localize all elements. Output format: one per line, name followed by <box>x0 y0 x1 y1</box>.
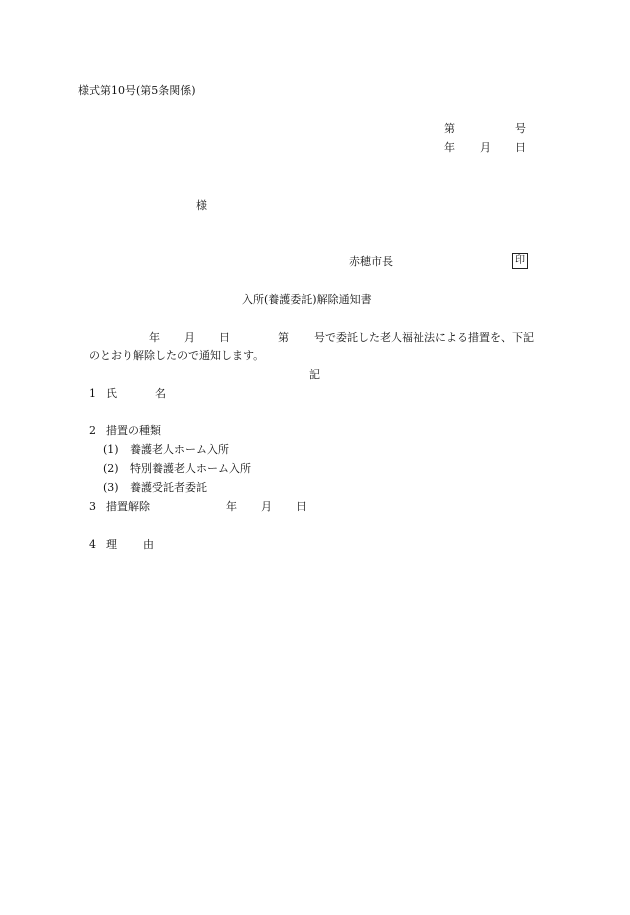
ki-heading: 記 <box>309 368 320 381</box>
document-title: 入所(養護委託)解除通知書 <box>242 293 372 306</box>
body-day-label: 日 <box>219 331 230 344</box>
body-line2-text: のとおり解除したので通知します。 <box>89 349 265 362</box>
sub-item-2-number: (2) <box>103 462 119 475</box>
item-3-day-label: 日 <box>296 500 307 513</box>
item-1-number: 1 <box>89 387 96 400</box>
document-number-dai: 第 <box>444 122 455 135</box>
sub-item-3-label: 養護受託者委託 <box>130 481 207 494</box>
document-number-go: 号 <box>515 122 526 135</box>
body-month-label: 月 <box>184 331 195 344</box>
issuer-name: 赤穂市長 <box>349 255 393 268</box>
recipient-honorific: 様 <box>196 199 207 212</box>
date-day-label: 日 <box>515 141 526 154</box>
sub-item-2-label: 特別養護老人ホーム入所 <box>130 462 251 475</box>
item-2-label: 措置の種類 <box>106 424 161 437</box>
form-number-label: 様式第10号(第5条関係) <box>78 84 196 97</box>
item-3-year-label: 年 <box>226 500 237 513</box>
item-3-month-label: 月 <box>261 500 272 513</box>
item-1-label-mei: 名 <box>155 387 166 400</box>
body-year-label: 年 <box>149 331 160 344</box>
item-2-number: 2 <box>89 424 96 437</box>
item-3-label: 措置解除 <box>106 500 150 513</box>
item-3-number: 3 <box>89 500 96 513</box>
date-year-label: 年 <box>444 141 455 154</box>
sub-item-1-label: 養護老人ホーム入所 <box>130 443 229 456</box>
item-4-number: 4 <box>89 538 96 551</box>
sub-item-3-number: (3) <box>103 481 119 494</box>
sub-item-1-number: (1) <box>103 443 119 456</box>
body-dai-label: 第 <box>278 331 289 344</box>
item-4-label-ri: 理 <box>106 538 117 551</box>
item-4-label-yu: 由 <box>143 538 154 551</box>
item-1-label-shi: 氏 <box>106 387 117 400</box>
body-line1-text: 号で委託した老人福祉法による措置を、下記 <box>314 331 534 344</box>
date-month-label: 月 <box>480 141 491 154</box>
seal-stamp: 印 <box>512 253 528 269</box>
